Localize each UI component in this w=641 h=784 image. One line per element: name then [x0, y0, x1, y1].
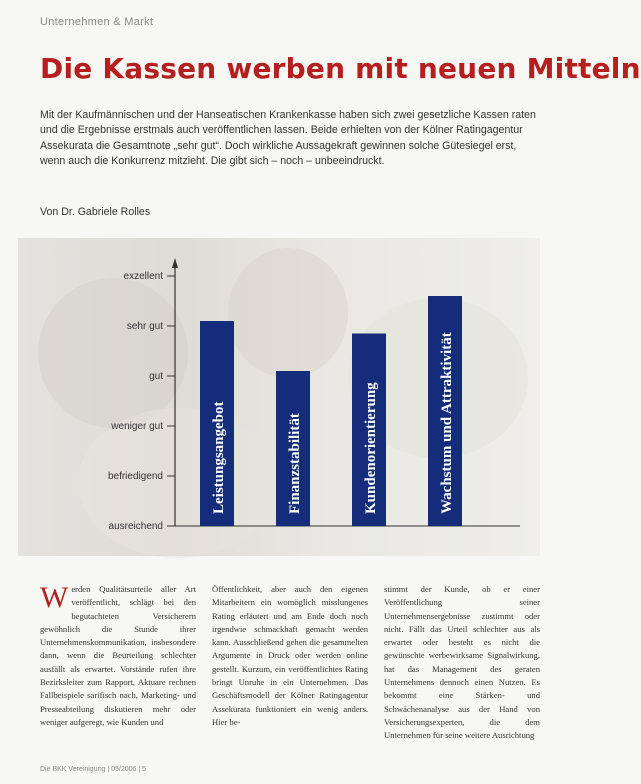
page-footer: Die BKK Vereinigung | 05/2006 | 5: [40, 766, 146, 773]
article-column-1: [40, 583, 196, 729]
dropcap: W: [40, 581, 69, 614]
article-column-1-text: erden Qualitätsurteile aller Art veröffentlicht, schlägt bei den begutachteten Versicherern gewöhnlich die Stunde ihrer Unternehmenskommunikation, insbesondere dann, wenn die Beurteilung schlechter ausfällt als erwartet. Vorstände rufen ihre Bezirksleiter zum Rapport, Aktuare rechnen Fallbeispiele sarifisch nach, Marketing- und Presseabteilung diskutieren mehr oder weniger aufgeregt, wie Kunden und: [40, 584, 196, 727]
y-tick-label: gut: [149, 371, 163, 382]
rating-bar-chart: [0, 238, 566, 548]
bar-label-1: Leistungsangebot: [211, 401, 227, 514]
bar-label-4: Wachstum und Attraktivität: [439, 332, 455, 514]
y-tick-label: weniger gut: [111, 421, 163, 432]
section-label: Unternehmen & Markt: [40, 16, 154, 28]
article-column-3-text: stimmt der Kunde, ob er einer Veröffentlichung seiner Unternehmensergebnisse zustimmt oder nicht. Fällt das Urteil schlechter aus als erwartet oder besteht es nicht die gewünschte werbewirksame Signalwirkung, hat das Management des geraten Unternehmens dennoch einen Nutzen. Es bekommt eine Stärken- und Schwächenanalyse aus der Hand von Versicherungsexperten, die dem Unternehmen für seine weitere Ausrichtung: [384, 584, 540, 741]
bar-label-2: Finanzstabilität: [287, 413, 303, 514]
y-tick-label: ausreichend: [108, 521, 163, 532]
article-title: Die Kassen werben mit neuen Mitteln: [40, 52, 641, 85]
lead-paragraph: Mit der Kaufmännischen und der Hanseatischen Krankenkasse haben sich zwei gesetzliche Kassen raten und die Ergebnisse erstmals auch veröffentlichen lassen. Beide erhielten von der Kölner Ratingagentur Assekurata die Gesamtnote „sehr gut“. Doch wirkliche Aussagekraft gewinnen solche Gütesiegel erst, wenn auch die Konkurrenz mitzieht. Die gibt sich – noch – unbeeindruckt.: [40, 109, 536, 168]
y-axis-arrow: [172, 258, 178, 268]
author-byline: Von Dr. Gabriele Rolles: [40, 206, 151, 218]
y-tick-label: sehr gut: [126, 321, 163, 332]
article-column-2-text: Öffentlichkeit, aber auch den eigenen Mitarbeitern ein womöglich misslungenes Rating erläutert und am Ende doch noch irgendwie schmackhaft gemacht werden kann. Ausschließend gehen die gesammelten Argumente in Druck oder werden online gestellt. Kurzum, ein veröffentlichtes Rating bringt Unruhe in ein Unternehmen. Das Geschäftsmodell der Kölner Ratingagentur Assekurata funktioniert ein wenig anders. Hier be-: [212, 584, 368, 727]
y-tick-label: exzellent: [123, 271, 163, 282]
y-tick-label: befriedigend: [107, 471, 163, 482]
bar-label-3: Kundenorientierung: [363, 382, 379, 514]
article-column-2: [212, 583, 368, 729]
article-column-3: [384, 583, 540, 743]
